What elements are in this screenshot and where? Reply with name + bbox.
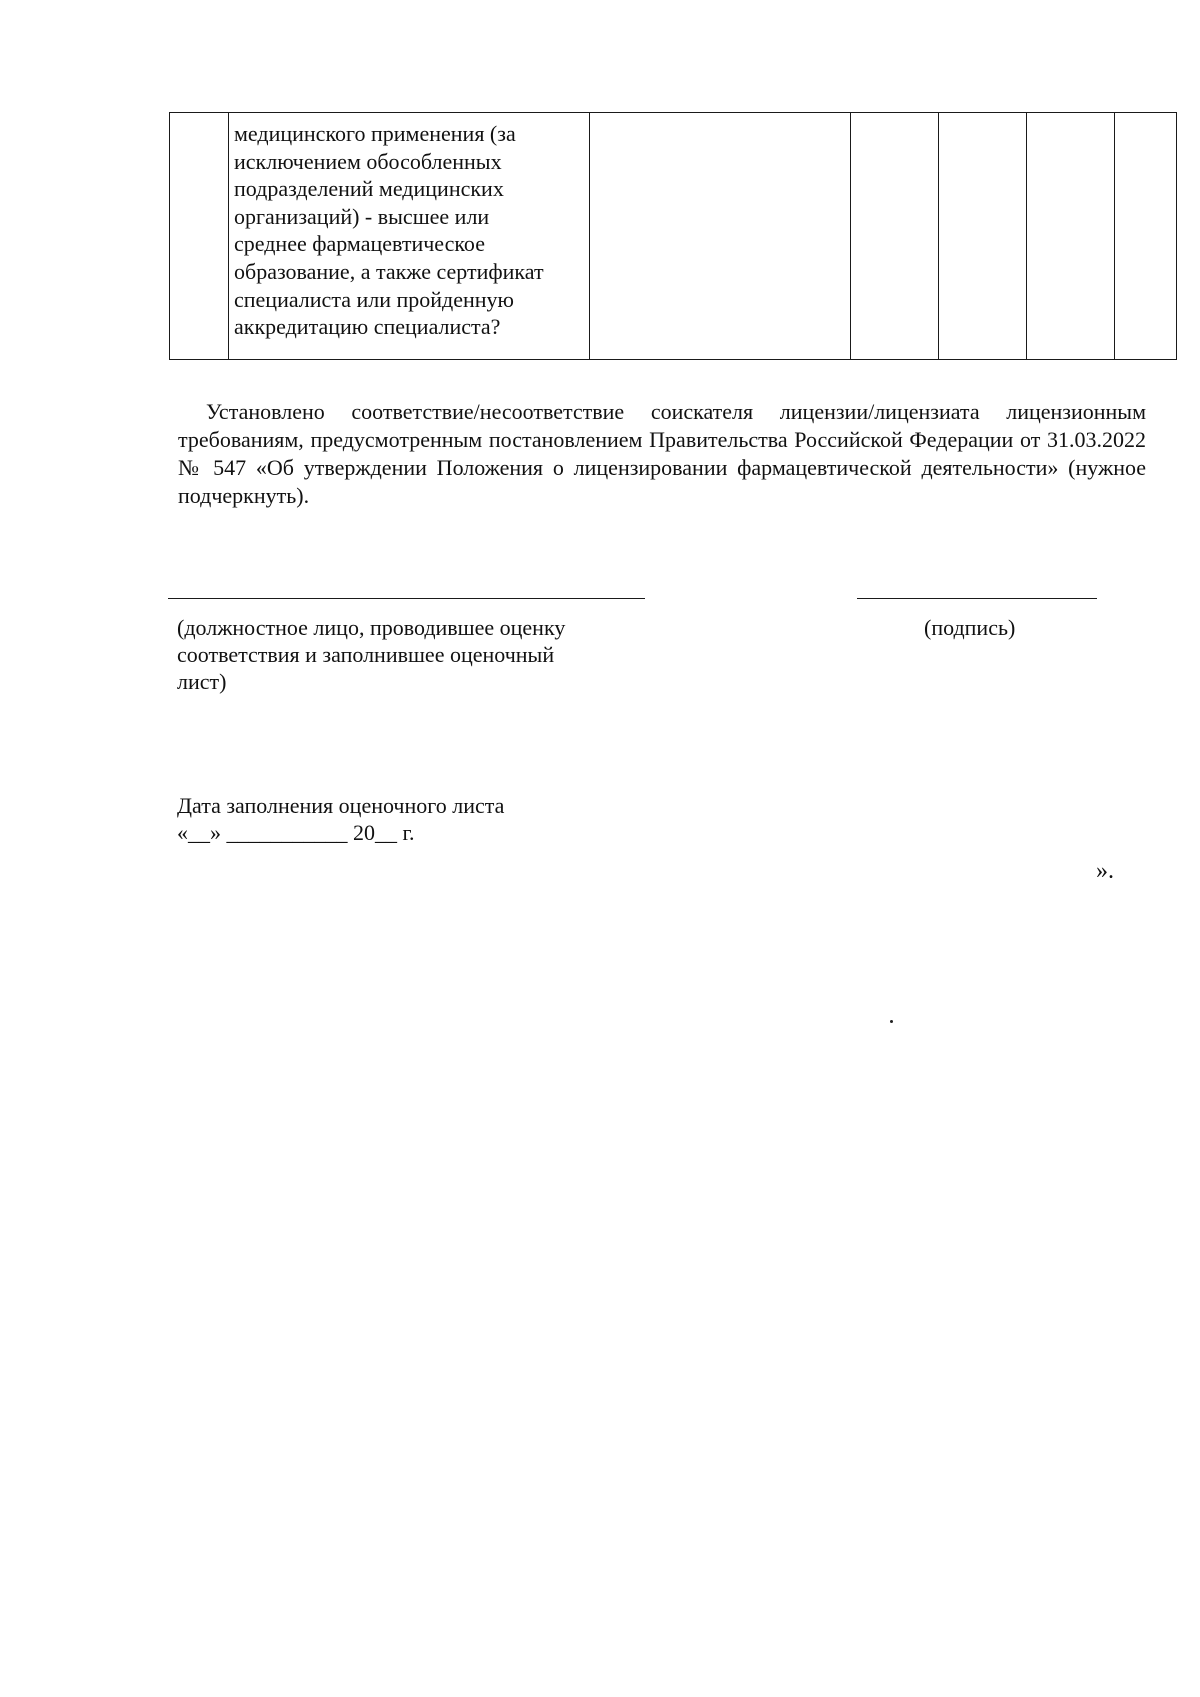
requirements-table-fragment	[169, 112, 1177, 360]
row-number-cell	[170, 113, 229, 360]
answer-yes-cell	[851, 113, 939, 360]
signature-caption: (подпись)	[924, 615, 1016, 640]
requirement-cell	[229, 113, 590, 360]
official-signature-line	[168, 598, 645, 599]
date-label: Дата заполнения оценочного листа	[177, 793, 505, 818]
not-applicable-cell	[1027, 113, 1115, 360]
answer-no-cell	[939, 113, 1027, 360]
notes-cell	[1115, 113, 1177, 360]
requirement-text: медицинского применения (за исключением обособленных подразделений медицинских организаций) - высшее или среднее фармацевтическое образование, а также сертификат специалиста или пройденную аккредитацию специалиста?	[234, 121, 544, 340]
table-row	[170, 113, 1177, 360]
closing-quote: ».	[1096, 858, 1114, 884]
official-caption: (должностное лицо, проводившее оценку соответствия и заполнившее оценочный лист)	[177, 615, 566, 694]
stray-dot	[890, 1020, 893, 1023]
signature-line	[857, 598, 1097, 599]
legal-basis-cell	[590, 113, 851, 360]
conclusion-paragraph: Установлено соответствие/несоответствие соискателя лицензии/лицензиата лицензионным требованиям, предусмотренным постановлением Правительства Российской Федерации от 31.03.2022 № 547 «Об утверждении Положения о лицензировании фармацевтической деятельности» (нужное подчеркнуть).	[178, 399, 1146, 508]
date-field: «__» ___________ 20__ г.	[177, 820, 415, 845]
